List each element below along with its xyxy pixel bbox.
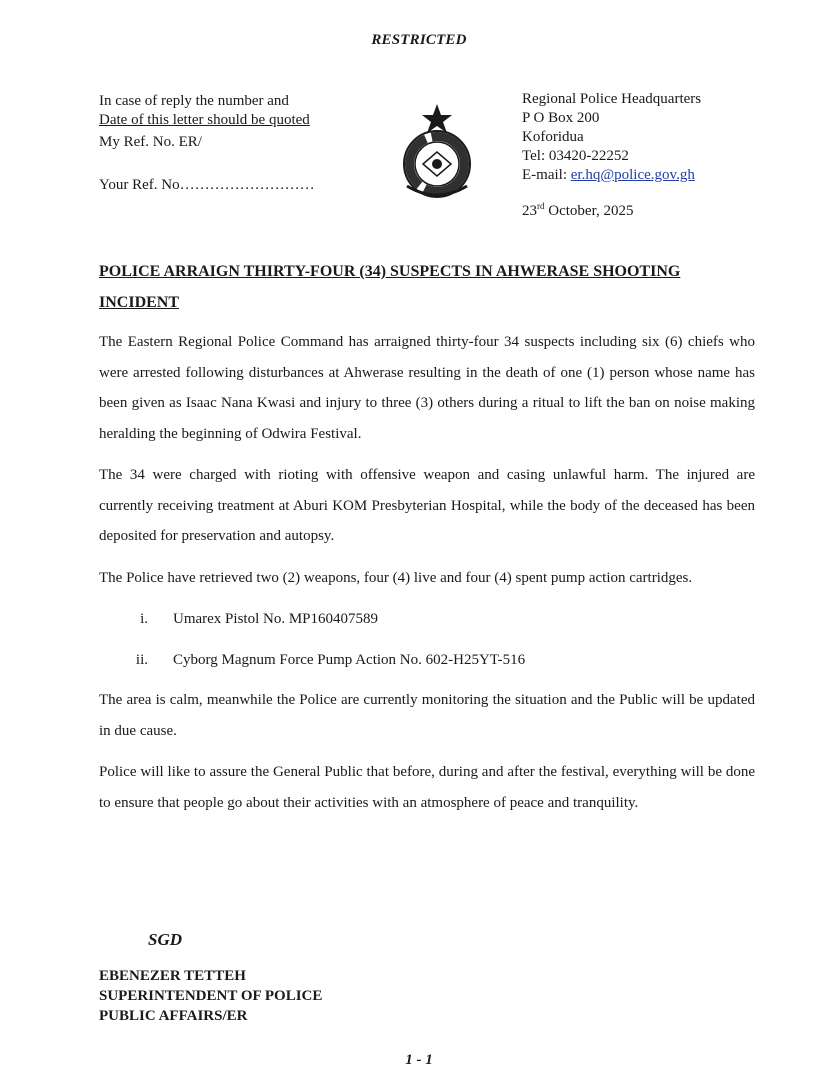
reply-instruction-line1: In case of reply the number and (99, 93, 289, 109)
reply-instruction-line2: Date of this letter should be quoted (99, 112, 310, 128)
list-item (99, 604, 755, 635)
ghana-police-crest-icon (393, 104, 481, 200)
email-label: E-mail: (522, 167, 571, 183)
signatory-rank: SUPERINTENDENT OF POLICE (99, 988, 323, 1004)
paragraph-area-calm: The area is calm, meanwhile the Police are currently monitoring the situation and the Public will be updated in due cause. (99, 692, 755, 739)
signatory-name: EBENEZER TETTEH (99, 968, 246, 984)
paragraph-arraignment: The Eastern Regional Police Command has arraigned thirty-four 34 suspects including six (6) chiefs who were arrested following disturbances at Ahwerase resulting in the death of one (1) person whose name has been given as Isaac Nana Kwasi and injury to three (3) others during a ritual to lift the ban on noise making heralding the beginning of Odwira Festival. (99, 334, 755, 442)
date-suffix: rd (537, 201, 545, 211)
list-item (99, 645, 755, 676)
telephone: Tel: 03420-22252 (522, 148, 629, 164)
list-item-text: Umarex Pistol No. MP160407589 (173, 611, 379, 627)
signatory-block (99, 966, 322, 1026)
list-item-text: Cyborg Magnum Force Pump Action No. 602-H25YT-516 (173, 651, 526, 668)
list-item-number: i. (140, 611, 148, 627)
email-line (522, 166, 701, 185)
address-line1: Regional Police Headquarters (522, 91, 702, 107)
date-day: 23 (522, 203, 537, 219)
signed-mark: SGD (148, 930, 183, 949)
address-line2: P O Box 200 (522, 110, 600, 126)
signatory-department: PUBLIC AFFAIRS/ER (99, 1008, 248, 1024)
reference-block (99, 92, 315, 195)
address-block (522, 90, 701, 185)
email-link[interactable]: er.hq@police.gov.gh (570, 167, 695, 183)
paragraph-retrieved-weapons: The Police have retrieved two (2) weapons, four (4) live and four (4) spent pump action cartridges. (99, 569, 693, 586)
date-month-year: October, 2025 (544, 203, 634, 219)
paragraph-charges: The 34 were charged with rioting with offensive weapon and casing unlawful harm. The injured are currently receiving treatment at Aburi KOM Presbyterian Hospital, while the body of the deceased has been deposited for preservation and autopsy. (99, 467, 755, 544)
letter-date (522, 203, 633, 220)
classification-header: RESTRICTED (371, 32, 467, 48)
paragraph-assurance: Police will like to assure the General Public that before, during and after the festival, everything will be done to ensure that people go about their activities with an atmosphere of peace and tranquility. (99, 764, 755, 811)
press-release-headline: POLICE ARRAIGN THIRTY-FOUR (34) SUSPECTS IN AHWERASE SHOOTING INCIDENT (99, 263, 681, 311)
list-item-number: ii. (135, 651, 148, 668)
your-ref-number: Your Ref. No……………………… (99, 177, 315, 193)
page-number: 1 - 1 (405, 1052, 433, 1068)
address-line3: Koforidua (522, 129, 584, 145)
letter-body (99, 327, 755, 829)
my-ref-number: My Ref. No. ER/ (99, 134, 202, 150)
